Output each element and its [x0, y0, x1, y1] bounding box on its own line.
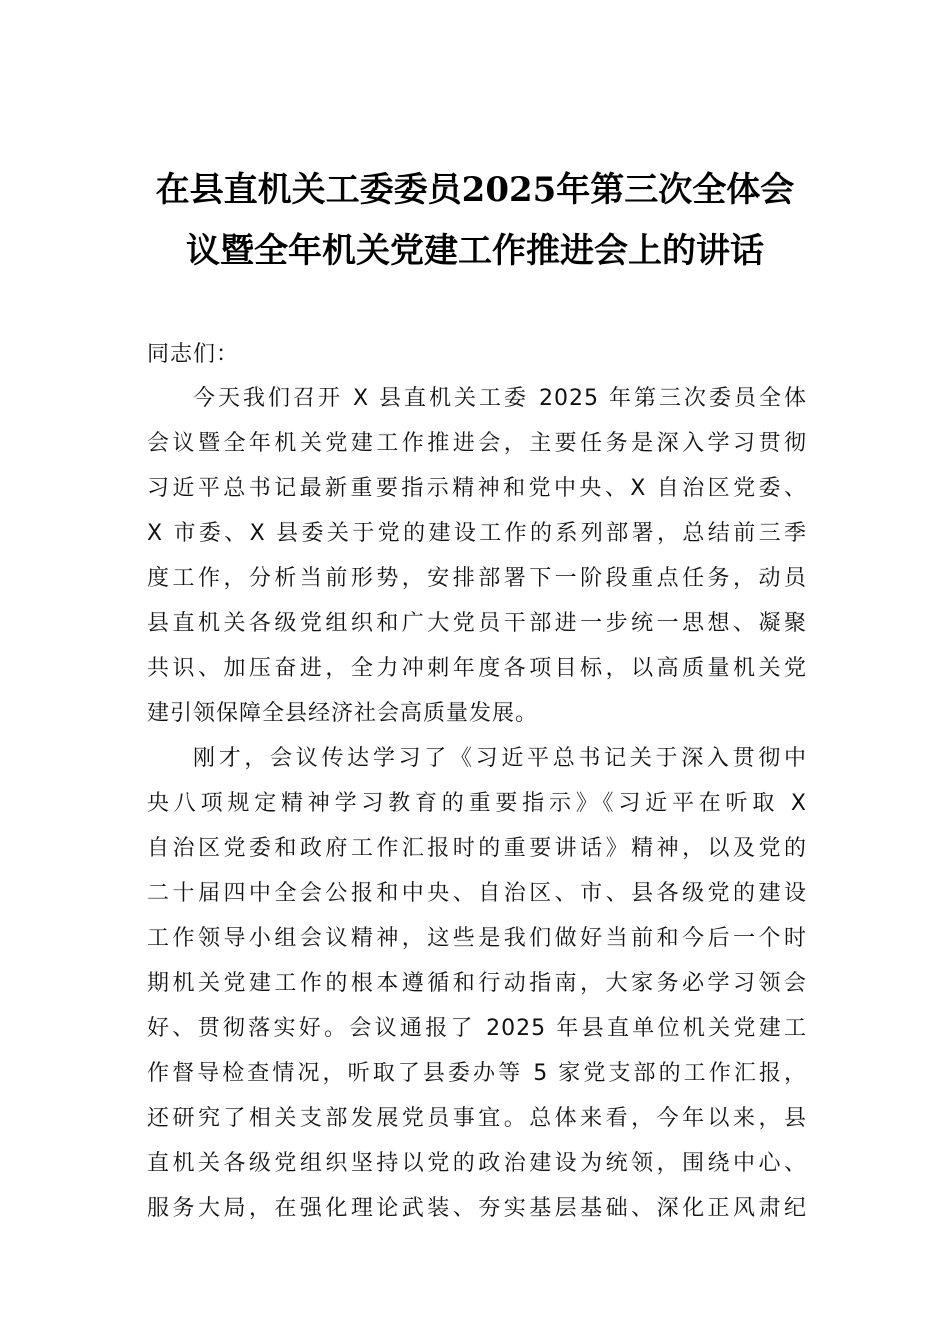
paragraph-line: 服务大局，在强化理论武装、夯实基层基础、深化正风肃纪 — [147, 1196, 807, 1221]
paragraph-line: 作督导检查情况，听取了县委办等 5 家党支部的工作汇报， — [147, 1061, 807, 1086]
paragraph-line: 期机关党建工作的根本遵循和行动指南，大家务必学习领会 — [147, 971, 807, 996]
paragraph-line: 工作领导小组会议精神，这些是我们做好当前和今后一个时 — [147, 926, 807, 951]
paragraph-line: X 市委、X 县委关于党的建设工作的系列部署，总结前三季 — [147, 521, 807, 546]
document-title-line-2: 议暨全年机关党建工作推进会上的讲话 — [186, 231, 764, 271]
paragraph-line: 县直机关各级党组织和广大党员干部进一步统一思想、凝聚 — [147, 611, 807, 636]
paragraph-line: 刚才，会议传达学习了《习近平总书记关于深入贯彻中 — [193, 746, 807, 771]
paragraph-line: 习近平总书记最新重要指示精神和党中央、X 自治区党委、 — [147, 476, 807, 501]
paragraph-line: 央八项规定精神学习教育的重要指示》《习近平在听取 X — [147, 791, 807, 816]
paragraph-line: 共识、加压奋进，全力冲刺年度各项目标，以高质量机关党 — [147, 656, 807, 681]
paragraph-line: 建引领保障全县经济社会高质量发展。 — [147, 701, 539, 726]
paragraph-line: 度工作，分析当前形势，安排部署下一阶段重点任务，动员 — [147, 566, 807, 591]
paragraph-line: 直机关各级党组织坚持以党的政治建设为统领，围绕中心、 — [147, 1151, 807, 1176]
paragraph-line: 自治区党委和政府工作汇报时的重要讲话》精神，以及党的 — [147, 836, 807, 861]
paragraph-line: 好、贯彻落实好。会议通报了 2025 年县直单位机关党建工 — [147, 1016, 807, 1041]
document-title-line-1: 在县直机关工委委员2025年第三次全体会 — [155, 170, 795, 210]
salutation: 同志们： — [147, 342, 240, 367]
paragraph-line: 会议暨全年机关党建工作推进会，主要任务是深入学习贯彻 — [147, 431, 807, 456]
paragraph-line: 二十届四中全会公报和中央、自治区、市、县各级党的建设 — [147, 881, 807, 906]
paragraph-line: 还研究了相关支部发展党员事宜。总体来看，今年以来，县 — [147, 1106, 807, 1131]
paragraph-line: 今天我们召开 X 县直机关工委 2025 年第三次委员全体 — [193, 386, 807, 411]
